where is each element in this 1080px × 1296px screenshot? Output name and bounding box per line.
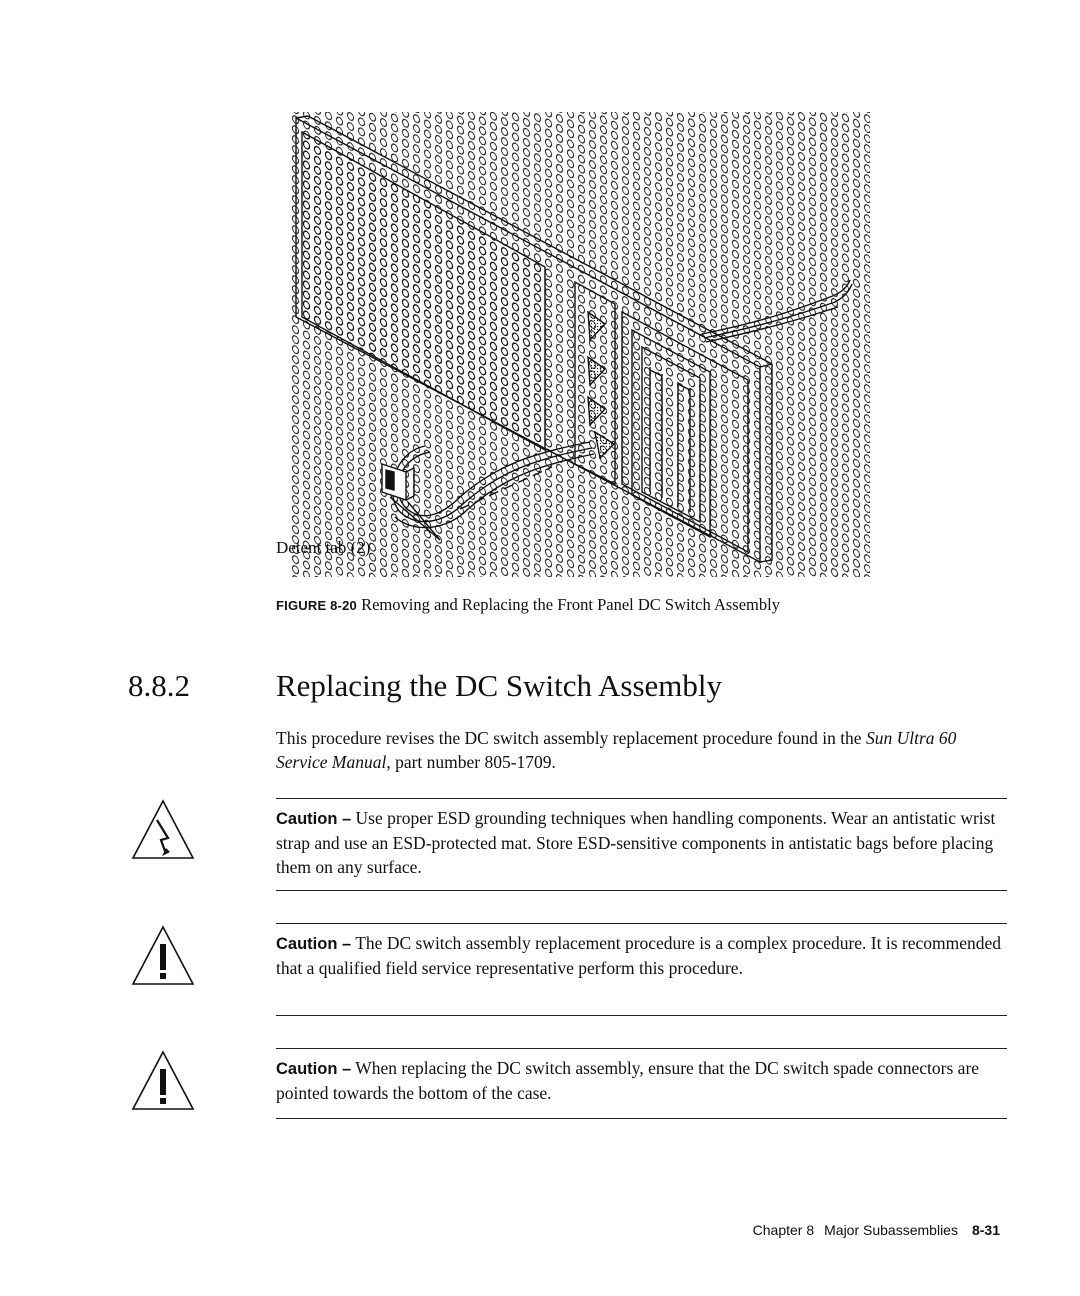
caution-label: Caution – [276, 1060, 352, 1078]
section-number: 8.8.2 [128, 668, 190, 703]
exclamation-icon [130, 924, 196, 988]
caution-text: Use proper ESD grounding techniques when handling components. Wear an antistatic wrist strap and use an ESD-protected mat. Store ESD-sensitive components in antistatic bags before placing them on any surface. [276, 808, 996, 877]
caution-esd [276, 798, 1007, 891]
footer-chapter: Chapter 8 [752, 1222, 815, 1238]
caution-spade-connectors [276, 1048, 1007, 1119]
figure-number: FIGURE 8-20 [276, 598, 357, 613]
manual-title: Sun Ultra 60 Service Manual [276, 728, 957, 772]
section-title: Replacing the DC Switch Assembly [276, 668, 723, 703]
caution-label: Caution – [276, 810, 352, 828]
caution-label: Caution – [276, 935, 352, 953]
page-footer [690, 1222, 1000, 1238]
figure-caption [276, 595, 780, 615]
caution-text: The DC switch assembly replacement procedure is a complex procedure. It is recommended that a qualified field service representative perform this procedure. [276, 933, 1002, 978]
page-number: 8-31 [971, 1222, 1000, 1238]
detent-tab-callout-label: Detent tab (2) [276, 538, 371, 557]
footer-chapter-title: Major Subassemblies [824, 1222, 958, 1238]
exclamation-icon [130, 1049, 196, 1113]
caution-text: When replacing the DC switch assembly, ensure that the DC switch spade connectors are pointed towards the bottom of the case. [276, 1058, 980, 1103]
esd-lightning-icon [130, 798, 196, 862]
front-panel-dc-switch-illustration [290, 112, 870, 577]
intro-text-after: , part number 805-1709. [386, 752, 556, 772]
intro-text-before: This procedure revises the DC switch assembly replacement procedure found in the [276, 728, 866, 748]
figure-caption-text: Removing and Replacing the Front Panel DC Switch Assembly [361, 595, 780, 614]
intro-paragraph [276, 726, 1011, 774]
caution-complex-procedure [276, 923, 1007, 1016]
